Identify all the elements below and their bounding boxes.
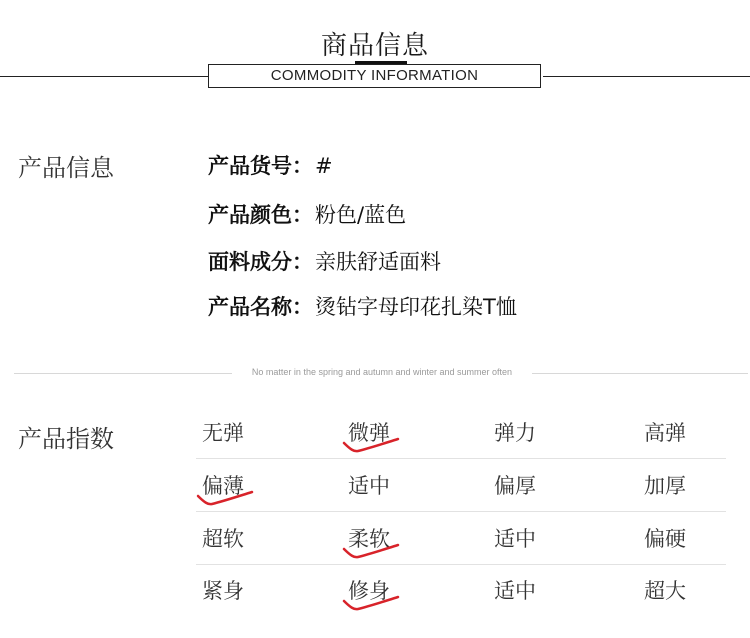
index-option: 弹力 (494, 421, 536, 445)
index-option-text: 微弹 (348, 421, 390, 445)
index-option: 适中 (494, 527, 536, 551)
index-row-thickness (196, 458, 726, 512)
page-title: 商品信息 (320, 31, 429, 61)
product-index-label: 产品指数 (18, 425, 114, 453)
selected-check-mark (342, 437, 404, 455)
index-option-text: 柔软 (348, 527, 390, 551)
index-option-selected (348, 417, 390, 447)
info-row-product-name (208, 291, 517, 321)
index-option: 加厚 (644, 474, 686, 498)
header-rule-right (543, 76, 750, 77)
info-row-item-number (208, 150, 333, 180)
selected-check-mark (342, 595, 404, 613)
info-value: 粉色/蓝色 (315, 203, 407, 227)
index-option-text: 偏薄 (202, 474, 244, 498)
index-option-selected (348, 575, 390, 605)
header-rule-left (0, 76, 208, 77)
index-row-fit (196, 563, 726, 616)
index-option: 无弹 (202, 421, 244, 445)
divider-rule-left (14, 373, 232, 374)
info-row-fabric (208, 246, 441, 276)
info-key: 面料成分： (208, 250, 313, 274)
selected-check-mark (342, 543, 404, 561)
index-option: 适中 (494, 579, 536, 603)
index-row-softness (196, 511, 726, 565)
index-row-elasticity (196, 405, 726, 459)
index-option-selected (348, 523, 390, 553)
info-key: 产品货号： (208, 154, 313, 178)
index-option: 偏厚 (494, 474, 536, 498)
info-key: 产品颜色： (208, 203, 313, 227)
index-option: 高弹 (644, 421, 686, 445)
divider-rule-right (532, 373, 748, 374)
index-option: 紧身 (202, 579, 244, 603)
selected-check-mark (196, 490, 258, 508)
header-subtitle: COMMODITY INFORMATION (208, 64, 541, 88)
product-info-label: 产品信息 (18, 154, 114, 182)
info-value: # (315, 154, 333, 178)
index-option: 超大 (644, 579, 686, 603)
index-option: 适中 (348, 474, 390, 498)
index-option-selected (202, 470, 244, 500)
info-key: 产品名称： (208, 295, 313, 319)
divider-caption: No matter in the spring and autumn and winter and summer often (251, 367, 513, 377)
index-option-text: 修身 (348, 579, 390, 603)
info-value: 亲肤舒适面料 (315, 250, 441, 274)
index-option: 超软 (202, 527, 244, 551)
index-option: 偏硬 (644, 527, 686, 551)
info-row-color (208, 199, 406, 229)
info-value: 烫钻字母印花扎染T恤 (315, 295, 517, 319)
